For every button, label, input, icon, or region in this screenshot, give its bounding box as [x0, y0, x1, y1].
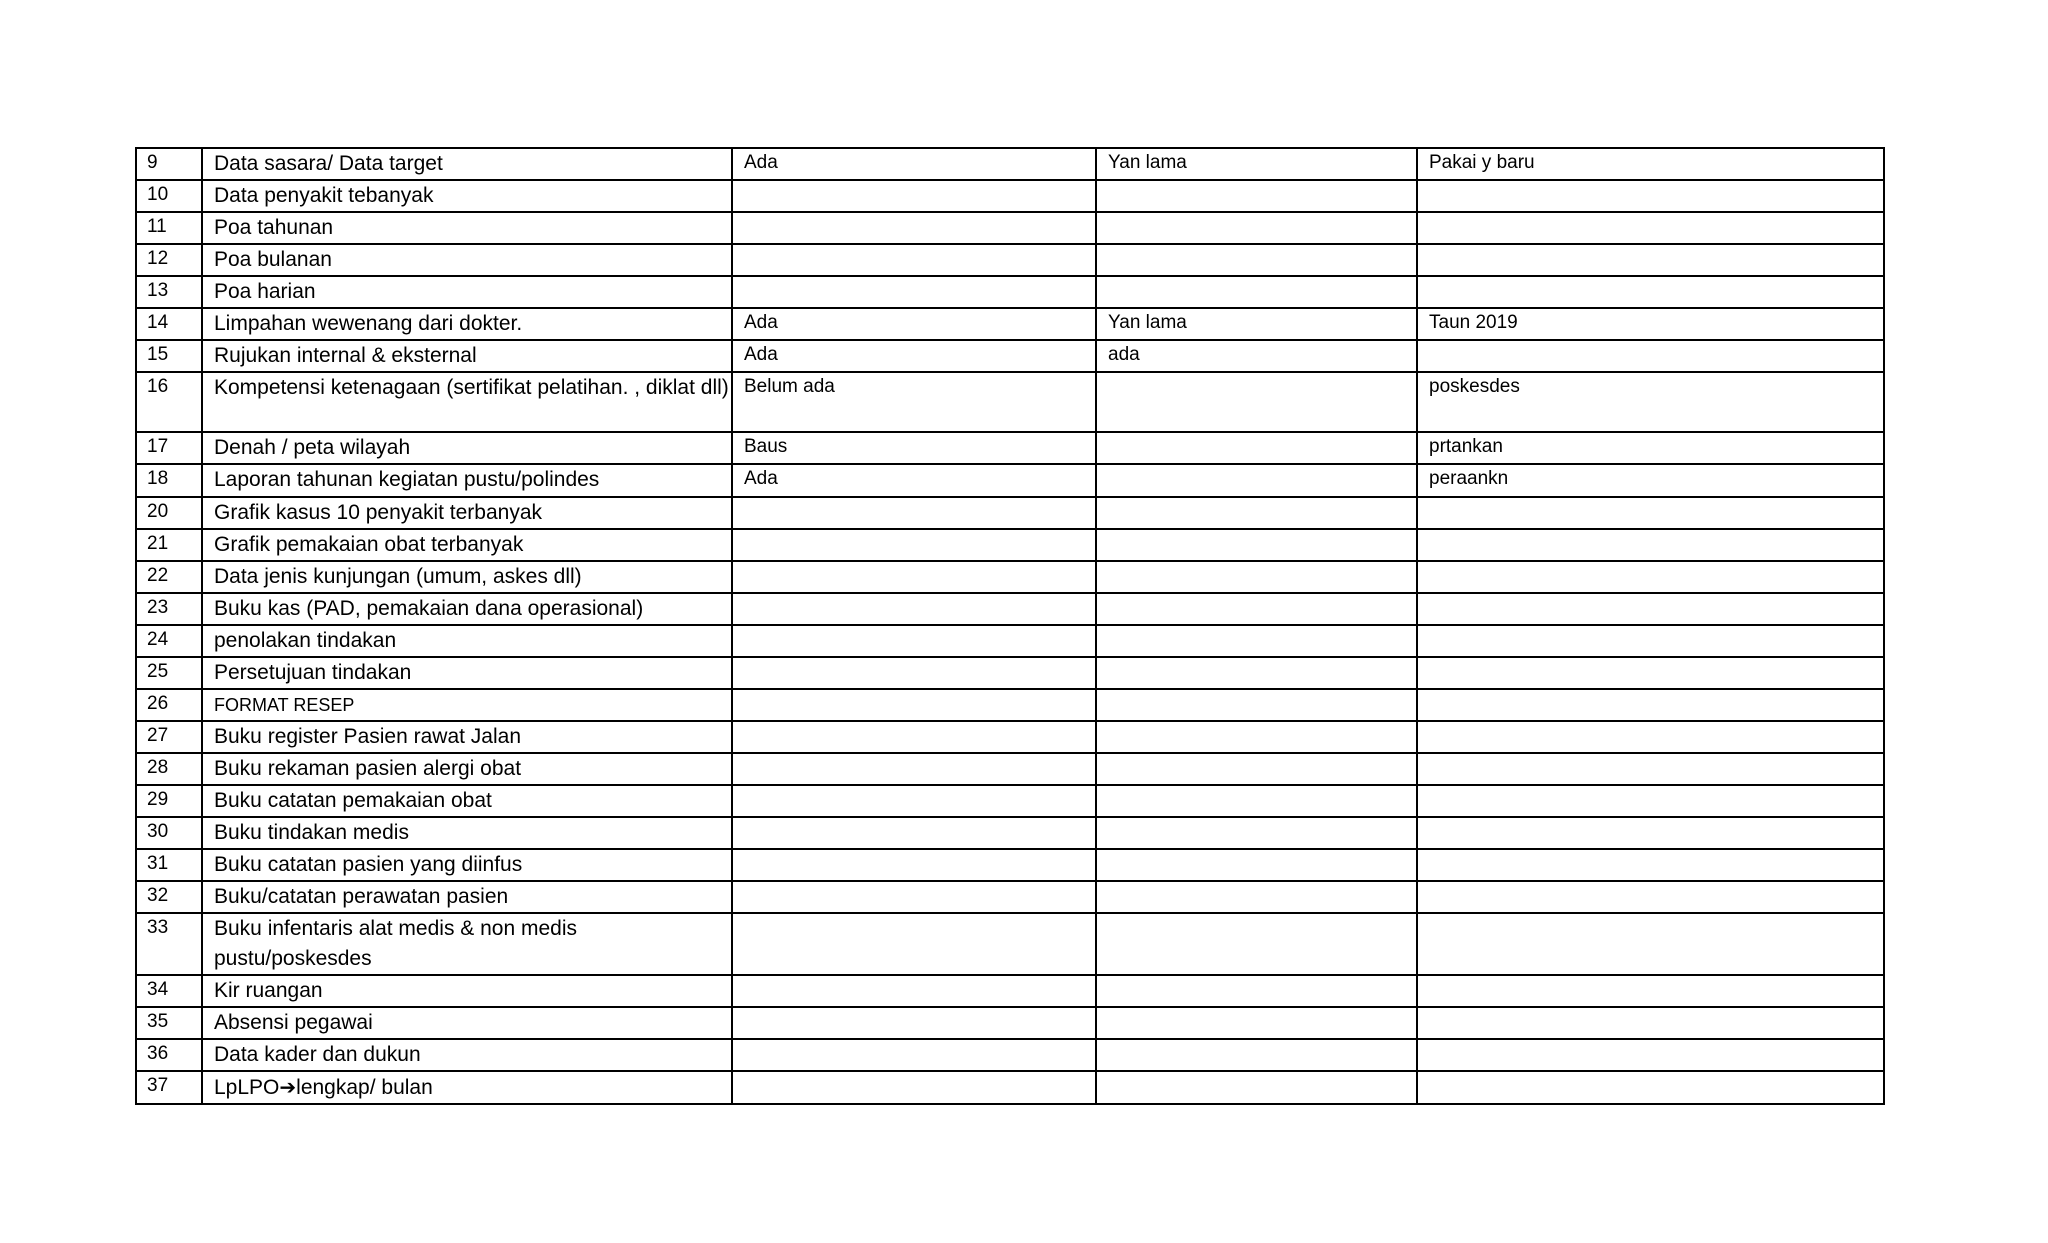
table-row — [136, 244, 1884, 276]
row-item: Data jenis kunjungan (umum, askes dll) — [202, 561, 732, 593]
row-col-2 — [1096, 432, 1417, 464]
row-col-1 — [732, 849, 1096, 881]
item-text-before: LpLPO — [214, 1076, 280, 1099]
row-item: Laporan tahunan kegiatan pustu/polindes — [202, 464, 732, 497]
row-item: Poa harian — [202, 276, 732, 308]
row-item: Kompetensi ketenagaan (sertifikat pelatihan. , diklat dll) — [202, 372, 732, 432]
row-col-2 — [1096, 625, 1417, 657]
table-row — [136, 975, 1884, 1007]
row-item: Limpahan wewenang dari dokter. — [202, 308, 732, 340]
row-col-3 — [1417, 497, 1884, 529]
row-col-3 — [1417, 849, 1884, 881]
row-item — [202, 1071, 732, 1104]
row-col-3 — [1417, 529, 1884, 561]
item-text-after: lengkap/ bulan — [296, 1076, 433, 1099]
row-number: 14 — [136, 308, 202, 340]
row-col-1 — [732, 1039, 1096, 1071]
row-col-3 — [1417, 561, 1884, 593]
table-row — [136, 497, 1884, 529]
table-row — [136, 657, 1884, 689]
row-col-1 — [732, 593, 1096, 625]
row-col-1 — [732, 913, 1096, 975]
table-row — [136, 785, 1884, 817]
row-col-2 — [1096, 657, 1417, 689]
arrow-right-icon: ➔ — [279, 1075, 297, 1099]
row-number: 12 — [136, 244, 202, 276]
table-row — [136, 625, 1884, 657]
row-col-2 — [1096, 913, 1417, 975]
row-col-3 — [1417, 975, 1884, 1007]
row-col-2 — [1096, 1007, 1417, 1039]
row-col-3 — [1417, 180, 1884, 212]
row-col-2 — [1096, 464, 1417, 497]
row-col-2 — [1096, 721, 1417, 753]
row-number: 22 — [136, 561, 202, 593]
row-col-3 — [1417, 657, 1884, 689]
row-item: Buku infentaris alat medis & non medis pustu/poskesdes — [202, 913, 732, 975]
row-col-3 — [1417, 1071, 1884, 1104]
row-col-1 — [732, 529, 1096, 561]
row-number: 21 — [136, 529, 202, 561]
row-item: Buku kas (PAD, pemakaian dana operasional) — [202, 593, 732, 625]
row-col-1: Ada — [732, 464, 1096, 497]
row-col-2 — [1096, 849, 1417, 881]
row-col-1 — [732, 881, 1096, 913]
row-number: 23 — [136, 593, 202, 625]
row-col-3 — [1417, 1039, 1884, 1071]
row-col-1 — [732, 689, 1096, 721]
row-col-1: Ada — [732, 340, 1096, 372]
table-row — [136, 464, 1884, 497]
row-col-3 — [1417, 785, 1884, 817]
row-item: Data kader dan dukun — [202, 1039, 732, 1071]
row-col-1 — [732, 753, 1096, 785]
row-number: 33 — [136, 913, 202, 975]
row-col-2 — [1096, 180, 1417, 212]
row-col-2 — [1096, 975, 1417, 1007]
row-number: 26 — [136, 689, 202, 721]
row-col-2 — [1096, 276, 1417, 308]
row-col-2 — [1096, 372, 1417, 432]
table-row — [136, 308, 1884, 340]
row-number: 28 — [136, 753, 202, 785]
row-number: 36 — [136, 1039, 202, 1071]
row-item: Absensi pegawai — [202, 1007, 732, 1039]
row-col-2 — [1096, 689, 1417, 721]
row-item: Data penyakit tebanyak — [202, 180, 732, 212]
row-number: 27 — [136, 721, 202, 753]
row-col-3 — [1417, 625, 1884, 657]
row-col-1: Baus — [732, 432, 1096, 464]
row-col-1: Ada — [732, 308, 1096, 340]
table-row — [136, 529, 1884, 561]
row-number: 37 — [136, 1071, 202, 1104]
row-col-2 — [1096, 212, 1417, 244]
row-col-1 — [732, 212, 1096, 244]
row-col-1 — [732, 625, 1096, 657]
row-item: Grafik pemakaian obat terbanyak — [202, 529, 732, 561]
row-col-3 — [1417, 689, 1884, 721]
row-col-2 — [1096, 593, 1417, 625]
row-col-2 — [1096, 244, 1417, 276]
table-row — [136, 689, 1884, 721]
row-item: FORMAT RESEP — [202, 689, 732, 721]
row-item: Poa tahunan — [202, 212, 732, 244]
row-number: 15 — [136, 340, 202, 372]
row-col-3 — [1417, 913, 1884, 975]
row-col-3 — [1417, 753, 1884, 785]
row-number: 25 — [136, 657, 202, 689]
row-number: 34 — [136, 975, 202, 1007]
row-col-2 — [1096, 529, 1417, 561]
row-col-2: Yan lama — [1096, 148, 1417, 180]
row-col-1 — [732, 657, 1096, 689]
checklist-table — [135, 147, 1885, 1105]
row-col-2 — [1096, 785, 1417, 817]
row-col-2: ada — [1096, 340, 1417, 372]
table-row — [136, 1071, 1884, 1104]
row-item: penolakan tindakan — [202, 625, 732, 657]
row-item: Buku catatan pasien yang diinfus — [202, 849, 732, 881]
row-col-1 — [732, 817, 1096, 849]
row-col-1 — [732, 244, 1096, 276]
row-col-1 — [732, 1007, 1096, 1039]
table-row — [136, 432, 1884, 464]
row-col-1: Belum ada — [732, 372, 1096, 432]
row-col-2 — [1096, 881, 1417, 913]
row-item: Buku rekaman pasien alergi obat — [202, 753, 732, 785]
row-col-3: Pakai y baru — [1417, 148, 1884, 180]
table-row — [136, 1007, 1884, 1039]
row-item: Buku tindakan medis — [202, 817, 732, 849]
row-col-3 — [1417, 276, 1884, 308]
row-col-3 — [1417, 1007, 1884, 1039]
row-col-1 — [732, 180, 1096, 212]
row-col-2: Yan lama — [1096, 308, 1417, 340]
table-row — [136, 721, 1884, 753]
row-col-3 — [1417, 593, 1884, 625]
table-row — [136, 372, 1884, 432]
row-item: Buku/catatan perawatan pasien — [202, 881, 732, 913]
row-col-3: Taun 2019 — [1417, 308, 1884, 340]
row-col-3: poskesdes — [1417, 372, 1884, 432]
table-row — [136, 340, 1884, 372]
row-item: Poa bulanan — [202, 244, 732, 276]
row-col-1 — [732, 721, 1096, 753]
row-col-1 — [732, 785, 1096, 817]
row-number: 24 — [136, 625, 202, 657]
row-col-3: prtankan — [1417, 432, 1884, 464]
row-item: Buku register Pasien rawat Jalan — [202, 721, 732, 753]
table-row — [136, 180, 1884, 212]
row-col-2 — [1096, 497, 1417, 529]
row-col-1: Ada — [732, 148, 1096, 180]
row-col-1 — [732, 276, 1096, 308]
row-item: Buku catatan pemakaian obat — [202, 785, 732, 817]
row-col-3 — [1417, 721, 1884, 753]
table-row — [136, 561, 1884, 593]
row-number: 11 — [136, 212, 202, 244]
row-col-3 — [1417, 817, 1884, 849]
row-col-2 — [1096, 753, 1417, 785]
table-row — [136, 1039, 1884, 1071]
row-item: Grafik kasus 10 penyakit terbanyak — [202, 497, 732, 529]
table-row — [136, 276, 1884, 308]
row-col-1 — [732, 1071, 1096, 1104]
row-number: 29 — [136, 785, 202, 817]
row-number: 16 — [136, 372, 202, 432]
row-number: 17 — [136, 432, 202, 464]
row-col-1 — [732, 561, 1096, 593]
row-item: Persetujuan tindakan — [202, 657, 732, 689]
row-number: 9 — [136, 148, 202, 180]
row-number: 13 — [136, 276, 202, 308]
row-col-3 — [1417, 212, 1884, 244]
row-number: 30 — [136, 817, 202, 849]
table-row — [136, 593, 1884, 625]
row-item: Denah / peta wilayah — [202, 432, 732, 464]
row-number: 35 — [136, 1007, 202, 1039]
row-item: Kir ruangan — [202, 975, 732, 1007]
row-col-1 — [732, 497, 1096, 529]
row-item: Data sasara/ Data target — [202, 148, 732, 180]
table-row — [136, 817, 1884, 849]
row-col-3 — [1417, 340, 1884, 372]
row-col-3 — [1417, 244, 1884, 276]
table-row — [136, 849, 1884, 881]
row-number: 31 — [136, 849, 202, 881]
table-row — [136, 148, 1884, 180]
row-col-3 — [1417, 881, 1884, 913]
table-row — [136, 212, 1884, 244]
row-number: 18 — [136, 464, 202, 497]
row-number: 32 — [136, 881, 202, 913]
row-number: 20 — [136, 497, 202, 529]
row-col-2 — [1096, 817, 1417, 849]
row-number: 10 — [136, 180, 202, 212]
row-col-2 — [1096, 561, 1417, 593]
table-row — [136, 881, 1884, 913]
row-col-2 — [1096, 1071, 1417, 1104]
row-col-3: peraankn — [1417, 464, 1884, 497]
table-row — [136, 753, 1884, 785]
row-col-1 — [732, 975, 1096, 1007]
table-row — [136, 913, 1884, 975]
row-item: Rujukan internal & eksternal — [202, 340, 732, 372]
row-col-2 — [1096, 1039, 1417, 1071]
